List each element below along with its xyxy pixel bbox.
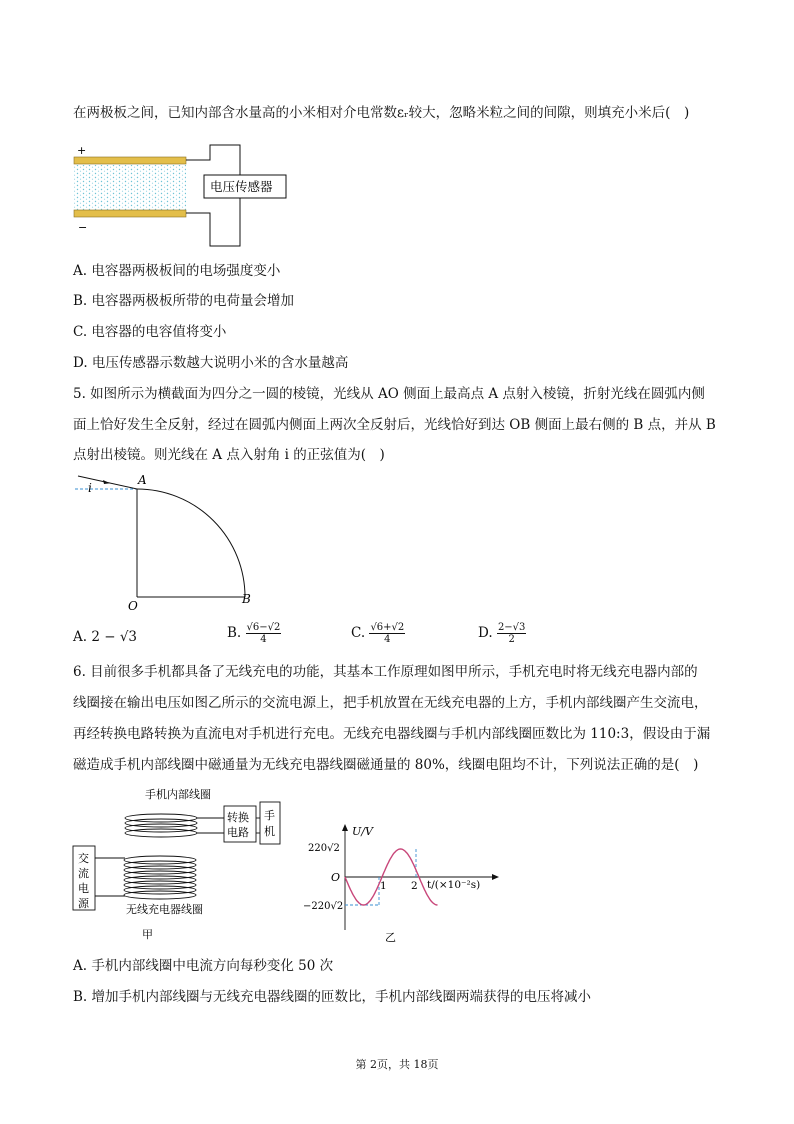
y-max-label: 220√2 — [308, 843, 340, 854]
q4-option-d: D. 电压传感器示数越大说明小米的含水量越高 — [73, 355, 349, 371]
tick-2: 2 — [411, 880, 418, 892]
charger-coil — [124, 856, 196, 899]
q5-stem-line-3: 点射出棱镜。则光线在 A 点入射角 i 的正弦值为( ) — [73, 447, 385, 463]
caption-jia: 甲 — [142, 928, 153, 941]
ray-arrow — [103, 480, 110, 484]
bottom-plate — [74, 210, 186, 217]
capacitor-figure — [70, 140, 273, 250]
svg-text:电: 电 — [78, 882, 89, 895]
y-min-label: −220√2 — [303, 901, 344, 912]
arc-AB — [137, 489, 245, 597]
q6-stem-line-3: 再经转换电路转换为直流电对手机进行充电。无线充电器线圈与手机内部线圈匝数比为 110:3，假设由于漏 — [73, 726, 711, 742]
q5-stem-line-2: 面上恰好发生全反射，经过在圆弧内侧面上两次全反射后，光线恰好到达 OB 侧面上最右侧的 B 点，并从 B — [73, 417, 716, 433]
label-i: i — [88, 481, 92, 495]
svg-text:流: 流 — [78, 867, 89, 880]
q4-option-a: A. 电容器两极板间的电场强度变小 — [73, 263, 281, 279]
x-axis-label: t/(×10⁻²s) — [427, 879, 481, 891]
q5-option-d: D. $\frac{2-√3}{2}$ — [478, 622, 526, 645]
q4-option-c: C. 电容器的电容值将变小 — [73, 324, 227, 340]
q5-option-b: B. $\frac{√6-√2}{4}$ — [227, 622, 281, 645]
label-O: O — [128, 599, 138, 613]
q6-option-b: B. 增加手机内部线圈与无线充电器线圈的匝数比，手机内部线圈两端获得的电压将减小 — [73, 989, 592, 1005]
svg-text:源: 源 — [78, 897, 89, 910]
tick-1: 1 — [380, 880, 387, 892]
label-A: A — [138, 473, 147, 487]
charger-coil-label: 无线充电器线圈 — [126, 903, 203, 916]
q6-stem-line-2: 线圈接在输出电压如图乙所示的交流电源上，把手机放置在无线充电器的上方，手机内部线圈产生交流电， — [73, 695, 708, 711]
origin-label: O — [331, 871, 341, 884]
voltage-graph — [300, 820, 515, 945]
svg-text:电路: 电路 — [227, 826, 249, 839]
q4-stem-line: 在两极板之间，已知内部含水量高的小米相对介电常数εᵣ较大，忽略米粒之间的间隙，则填充小米后( ) — [73, 105, 690, 121]
caption-yi: 乙 — [385, 931, 396, 944]
svg-text:交: 交 — [78, 852, 89, 865]
top-plate — [74, 157, 186, 164]
q6-stem-line-4: 磁造成手机内部线圈中磁通量为无线充电器线圈磁通量的 80%，线圈电阻均不计，下列说法正确的是( ) — [73, 757, 699, 773]
plus-sign: + — [77, 144, 87, 157]
svg-text:手: 手 — [264, 809, 275, 822]
q5-stem-line-1: 5. 如图所示为横截面为四分之一圆的棱镜，光线从 AO 侧面上最高点 A 点射入棱镜，折射光线在圆弧内侧 — [73, 386, 705, 402]
phone-coil-label: 手机内部线圈 — [145, 788, 211, 801]
page-footer: 第 2页，共 18页 — [355, 1058, 439, 1071]
svg-text:转换: 转换 — [227, 811, 249, 824]
phone-coil — [125, 814, 197, 837]
q5-option-a: A. 2 − √3 — [73, 629, 138, 645]
prism-figure — [70, 470, 270, 615]
minus-sign: − — [78, 221, 88, 234]
label-B: B — [242, 592, 251, 606]
rice-filling — [74, 165, 186, 210]
voltage-sensor-label: 电压传感器 — [210, 179, 273, 194]
y-axis-label: U/V — [352, 825, 373, 838]
q4-option-b: B. 电容器两极板所带的电荷量会增加 — [73, 293, 295, 309]
q6-stem-line-1: 6. 目前很多手机都具备了无线充电的功能，其基本工作原理如图甲所示，手机充电时将无线充电器内部的 — [73, 664, 698, 680]
q6-option-a: A. 手机内部线圈中电流方向每秒变化 50 次 — [73, 958, 334, 974]
q5-option-c: C. $\frac{√6+√2}{4}$ — [351, 622, 405, 645]
svg-text:机: 机 — [264, 825, 275, 838]
wireless-charger-figure — [70, 782, 290, 942]
